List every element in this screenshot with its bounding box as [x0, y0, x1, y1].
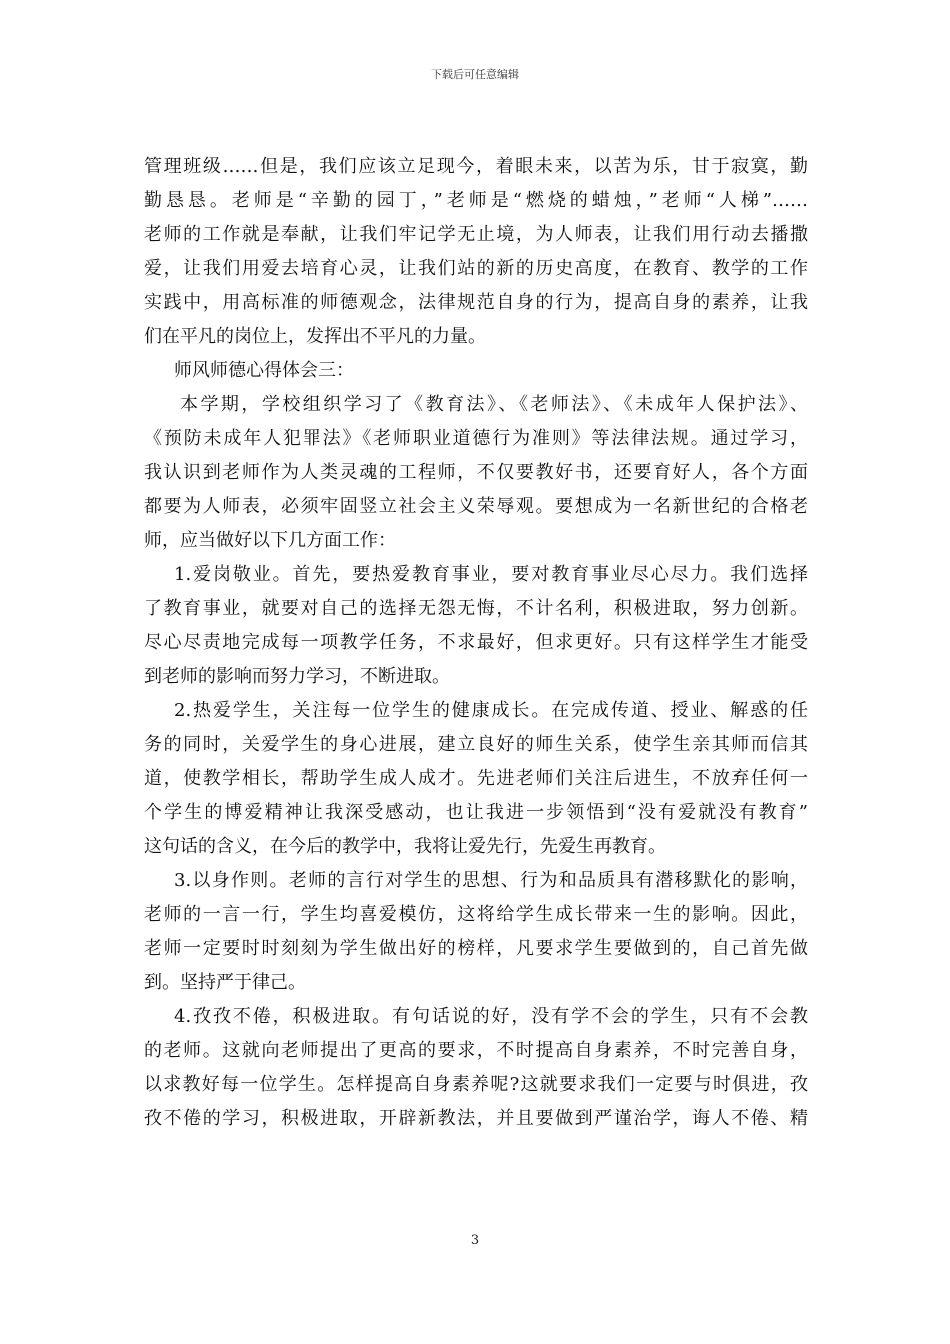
text-line: 务的同时，关爱学生的身心进展，建立良好的师生关系，使学生亲其师而信其 [144, 734, 808, 755]
text-line: 这句话的含义，在今后的教学中，我将让爱先行，先爱生再教育。 [144, 836, 666, 857]
page-header: 下载后可任意编辑 [431, 68, 519, 81]
text-line: 师，应当做好以下几方面工作： [144, 530, 396, 551]
paragraph [144, 864, 808, 1000]
text-line: 爱，让我们用爱去培育心灵，让我们站的新的历史高度，在教育、教学的工作 [144, 258, 808, 279]
text-line: 实践中，用高标准的师德观念，法律规范自身的行为，提高自身的素养，让我 [144, 292, 808, 313]
text-line: 师风师德心得体会三： [174, 360, 354, 381]
paragraph [144, 558, 808, 694]
text-line: 3.以身作则。老师的言行对学生的思想、行为和品质具有潜移默化的影响， [174, 870, 808, 891]
paragraph [144, 1000, 808, 1136]
text-line: 老师一定要时时刻刻为学生做出好的榜样，凡要求学生要做到的，自己首先做 [144, 938, 808, 959]
document-body [144, 150, 808, 1136]
text-line: 管理班级……但是，我们应该立足现今，着眼未来，以苦为乐，甘于寂寞，勤 [144, 156, 808, 177]
text-line: 的老师。这就向老师提出了更高的要求，不时提高自身素养，不时完善自身， [144, 1040, 808, 1061]
text-line: 《预防未成年人犯罪法》《老师职业道德行为准则》等法律法规。通过学习， [144, 428, 808, 449]
text-line: 了教育事业，就要对自己的选择无怨无悔，不计名利，积极进取，努力创新。 [144, 598, 808, 619]
text-line: 尽心尽责地完成每一项教学任务，不求最好，但求更好。只有这样学生才能受 [144, 632, 808, 653]
paragraph [144, 388, 808, 558]
text-line: 我认识到老师作为人类灵魂的工程师，不仅要教好书，还要育好人，各个方面 [144, 462, 808, 483]
text-line: 们在平凡的岗位上，发挥出不平凡的力量。 [144, 326, 486, 347]
section-heading [144, 354, 808, 388]
text-line: 都要为人师表，必须牢固竖立社会主义荣辱观。要想成为一名新世纪的合格老 [144, 496, 808, 517]
text-line: 到老师的影响而努力学习，不断进取。 [144, 666, 450, 687]
text-line: 老师的工作就是奉献，让我们牢记学无止境，为人师表，让我们用行动去播撒 [144, 224, 808, 245]
text-line: 以求教好每一位学生。怎样提高自身素养呢?这就要求我们一定要与时俱进，孜 [144, 1074, 808, 1095]
text-line: 4.孜孜不倦，积极进取。有句话说的好，没有学不会的学生，只有不会教 [174, 1006, 808, 1027]
text-line: 个学生的博爱精神让我深受感动，也让我进一步领悟到“没有爱就没有教育” [144, 802, 808, 823]
text-line: 老师的一言一行，学生均喜爱模仿，这将给学生成长带来一生的影响。因此， [144, 904, 808, 925]
paragraph [144, 150, 808, 354]
paragraph [144, 694, 808, 864]
text-line: 到。坚持严于律己。 [144, 972, 306, 993]
text-line: 勤恳恳。老师是“辛勤的园丁，”老师是“燃烧的蜡烛，”老师“人梯”…… [144, 190, 808, 211]
text-line: 道，使教学相长，帮助学生成人成才。先进老师们关注后进生，不放弃任何一 [144, 768, 808, 789]
text-line: 1.爱岗敬业。首先，要热爱教育事业，要对教育事业尽心尽力。我们选择 [174, 564, 808, 585]
page-number: 3 [470, 1233, 480, 1248]
text-line: 2.热爱学生，关注每一位学生的健康成长。在完成传道、授业、解惑的任 [174, 700, 808, 721]
text-line: 孜不倦的学习，积极进取，开辟新教法，并且要做到严谨治学，诲人不倦、精 [144, 1108, 808, 1129]
text-line: 本学期，学校组织学习了《教育法》、《老师法》、《未成年人保护法》、 [180, 394, 808, 415]
